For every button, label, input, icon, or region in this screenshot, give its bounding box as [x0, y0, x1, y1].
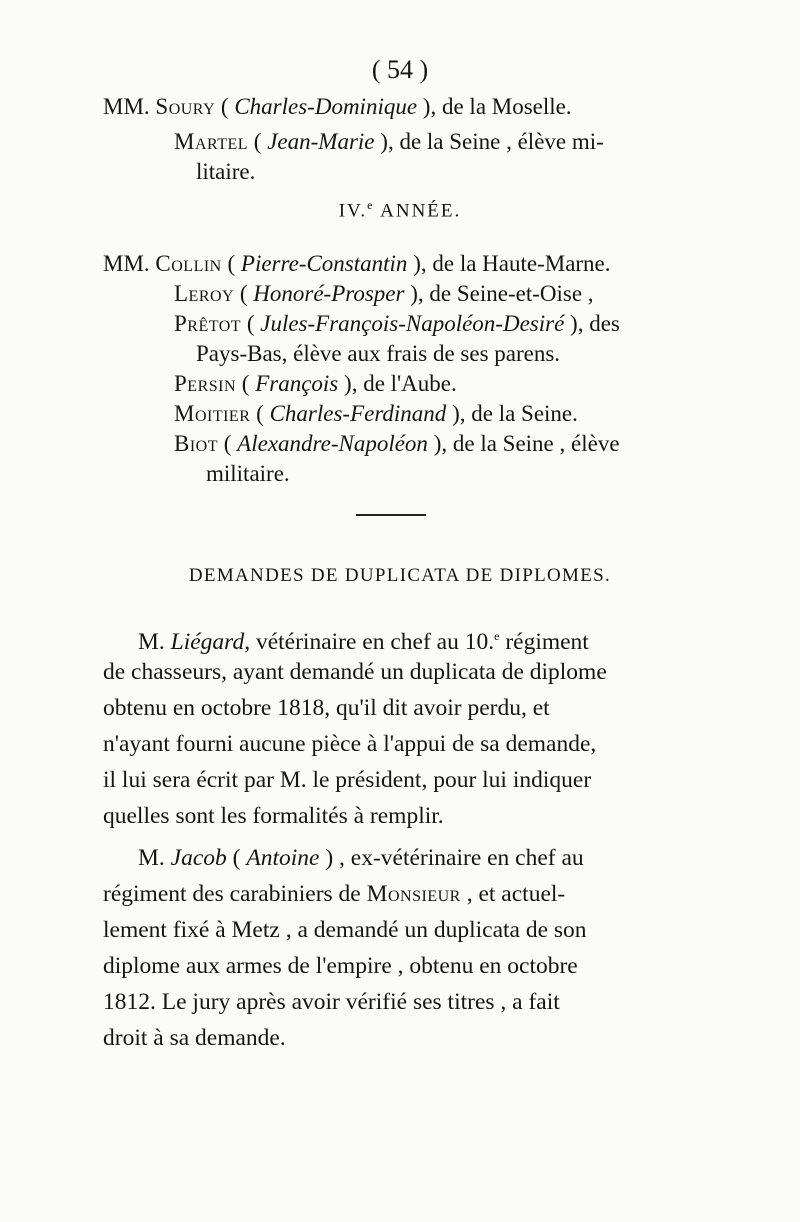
page-number: ( 54 ) — [371, 55, 429, 84]
entry-given-names: Jules-François-Napoléon-Desiré — [260, 311, 565, 336]
entry-surname: Martel — [174, 129, 249, 154]
paragraph-line: de chasseurs, ayant demandé un duplicata de diplome — [103, 659, 607, 685]
entry-surname: Moitier — [174, 401, 251, 426]
entry-martel-continuation: litaire. — [196, 159, 256, 184]
text-span: régiment des carabiniers de — [103, 881, 367, 907]
entry-surname: Prêtot — [174, 311, 242, 336]
entry-given-names: Jean-Marie — [267, 129, 375, 154]
heading-word: ANNÉE. — [380, 200, 462, 222]
entry-pretot-continuation: Pays-Bas, élève aux frais de ses parens. — [196, 341, 561, 366]
entry-surname: Persin — [174, 371, 237, 396]
entry-origin: , de Seine-et-Oise , — [417, 281, 594, 306]
entry-origin: , de la Seine. — [459, 401, 578, 426]
entry-biot: Biot ( Alexandre-Napoléon ), de la Seine , élève — [174, 431, 620, 456]
entry-given-names: Pierre-Constantin — [240, 251, 408, 276]
entry-surname: Soury — [155, 94, 216, 119]
entry-surname: Leroy — [174, 281, 235, 306]
entry-origin: , de la Haute-Marne. — [420, 251, 611, 276]
paragraph-line: obtenu en octobre 1818, qu'il dit avoir perdu, et — [103, 695, 550, 721]
text-span: vétérinaire en chef au 10. — [250, 628, 495, 655]
entry-martel: Martel ( Jean-Marie ), de la Seine , élève mi- — [174, 129, 604, 154]
paragraph-line: diplome aux armes de l'empire , obtenu en octobre — [103, 953, 578, 979]
section-title: DEMANDES DE DUPLICATA DE DIPLOMES. — [188, 565, 612, 586]
person-given-name: Antoine — [246, 845, 320, 871]
entry-biot-continuation: militaire. — [206, 461, 290, 486]
heading-sup: e — [367, 198, 375, 212]
paragraph-line — [103, 878, 565, 910]
paragraph-line: quelles sont les formalités à remplir. — [103, 803, 444, 829]
entry-collin: MM. Collin ( Pierre-Constantin ), de la Haute-Marne. — [103, 251, 611, 276]
paragraph-line: il lui sera écrit par M. le président, pour lui indiquer — [103, 767, 592, 793]
paragraph-line — [138, 842, 584, 874]
entry-given-names: Charles-Ferdinand — [269, 401, 447, 426]
entry-moitier: Moitier ( Charles-Ferdinand ), de la Seine. — [174, 401, 578, 426]
entry-origin: , des — [577, 311, 620, 336]
entry-leroy: Leroy ( Honoré-Prosper ), de Seine-et-Oise , — [174, 281, 594, 306]
entry-origin: , de la Seine , élève mi- — [387, 129, 604, 154]
text-span: ( — [226, 845, 247, 871]
entry-prefix: MM. — [103, 251, 150, 276]
text-span: ) , ex-vétérinaire en chef au — [319, 845, 584, 871]
section-divider — [356, 514, 426, 516]
superscript: e — [494, 629, 500, 643]
text-span: M. — [138, 628, 171, 655]
entry-origin: , de la Seine , élève — [441, 431, 620, 456]
text-span: , et actuel- — [460, 881, 566, 907]
entry-origin: , de la Moselle. — [430, 94, 572, 119]
paragraph-line: droit à sa demande. — [103, 1025, 286, 1051]
paragraph-line — [138, 620, 589, 658]
paragraph-line: n'ayant fourni aucune pièce à l'appui de sa demande, — [103, 731, 597, 757]
paragraph-line: 1812. Le jury après avoir vérifié ses titres , a fait — [103, 989, 560, 1015]
title-monsieur: Monsieur — [366, 881, 461, 907]
entry-pretot: Prêtot ( Jules-François-Napoléon-Desiré ), des — [174, 311, 620, 336]
entry-given-names: François — [255, 371, 339, 396]
person-name: Jacob — [170, 845, 227, 871]
heading-roman: IV. — [338, 200, 368, 222]
entry-persin: Persin ( François ), de l'Aube. — [174, 371, 457, 396]
paragraph-line: lement fixé à Metz , a demandé un duplicata de son — [103, 917, 587, 943]
entry-given-names: Honoré-Prosper — [253, 281, 405, 306]
entry-given-names: Charles-Dominique — [234, 94, 418, 119]
person-name: Liégard, — [170, 628, 251, 655]
entry-given-names: Alexandre-Napoléon — [237, 431, 428, 456]
text-span: régiment — [499, 628, 589, 655]
year-heading — [0, 198, 800, 222]
text-span: M. — [138, 845, 171, 871]
entry-surname: Biot — [174, 431, 218, 456]
entry-soury: MM. Soury ( Charles-Dominique ), de la Moselle. — [103, 94, 572, 119]
entry-origin: , de l'Aube. — [351, 371, 457, 396]
entry-prefix: MM. — [103, 94, 150, 119]
entry-surname: Collin — [155, 251, 222, 276]
